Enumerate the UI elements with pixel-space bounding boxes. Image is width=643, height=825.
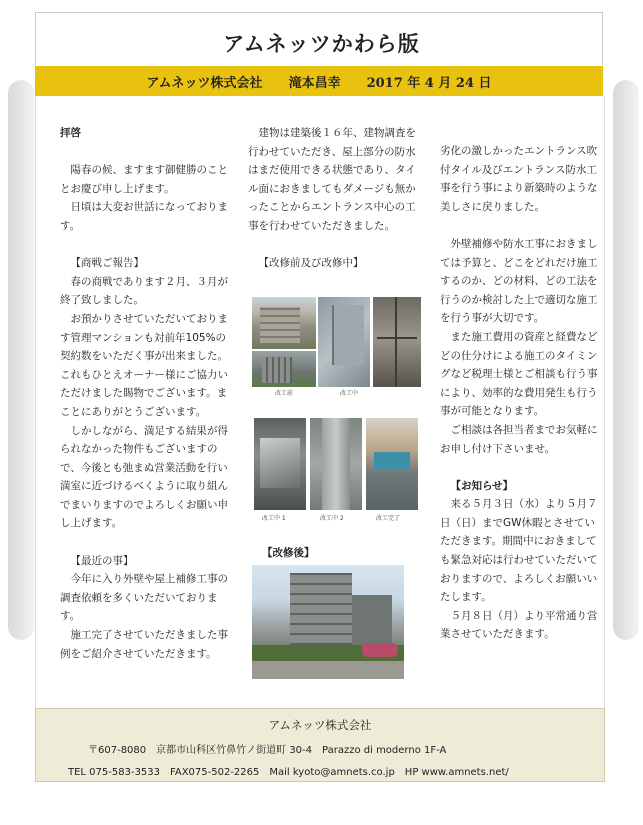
photo-tile-closeup [373,297,421,387]
issue-date: 2017 年 4 月 24 日 [366,75,492,91]
footer-contact: TEL 075-583-3533 FAX075-502-2265 Mail kyoto@amnets.co.jp HP www.amnets.net/ [68,767,509,778]
author-name: 滝本昌幸 [288,75,341,91]
column-1 [60,124,230,663]
section-heading-sales: 【商戦ご報告】 [70,257,144,270]
paragraph: 施工完了させていただきました事例をご紹介させていただきます。 [60,629,228,660]
header-band [35,66,603,96]
left-page-shadow [8,80,34,640]
paragraph: また施工費用の資産と経費などどの仕分けによる施工のタイミングなど税理士様とご相談も行う事により、効率的な費用発生も行う事が可能となります。 [440,330,598,418]
company-name: アムネッツ株式会社 [146,75,263,91]
section-heading-after: 【改修後】 [262,547,315,559]
paragraph: ご相談は各担当者までお気軽にお申し付け下さいませ。 [440,423,598,455]
paragraph: 来る５月３日（水）より５月７日（日）までGW休暇とさせていただきます。期間中におきましても緊急対応は行わせていただいておりますので、よろしくお願いいたします。 [440,498,598,604]
paragraph: 外壁補修や防水工事におきましては予算と、どこをどれだけ施工するのか、どの材料、どの工法を行うのか検討した上で適切な施工を行う事が大切です。 [440,237,598,325]
newsletter-title: アムネッツかわら版 [223,31,420,56]
paragraph: しかしながら、満足する結果が得られなかった物件もございますので、今後とも弛まぬ営業活動を行い満室に近づけるべくように取り組んでまいりますのでよろしくお願い申し上げます。 [60,424,228,530]
photo-caption: 改工前 [275,390,294,397]
paragraph: お預かりさせていただいております管理マンションも対前年105%の契約数をいただく事が出来ました。これもひとえオーナー様にご協力いただけました賜物でございます。まことにありがとうございます。 [60,312,228,418]
paragraph: 陽春の候、ますます御健勝のこととお慶び申し上げます。 [60,164,228,195]
section-heading-recent: 【最近の事】 [70,554,134,567]
section-heading-before: 【改修前及び改修中】 [258,257,364,270]
footer-company: アムネッツ株式会社 [268,718,372,732]
paragraph: ５月８日（月）より平常通り営業させていただきます。 [440,609,598,641]
column-3 [440,142,602,644]
paragraph: 劣化の激しかったエントランス吹付タイル及びエントランス防水工事を行う事により新築時のような美しさに戻りました。 [440,145,598,213]
photo-construction-1 [254,418,306,510]
column-2 [248,124,416,273]
paragraph: 建物は建築後１６年、建物調査を行わせていただき、屋上部分の防水はまだ使用できる状態であり、タイル面におきましてもダメージも無かったことからエントランス中心の工事を行わせていただきました。 [248,127,416,232]
greeting: 拝啓 [60,127,81,139]
photo-caption: 改工完了 [376,515,401,522]
footer [35,708,605,782]
photo-caption: 改工中 1 [262,515,286,522]
photo-construction-2 [310,418,362,510]
paragraph: 日頃は大変お世話になっております。 [60,201,228,232]
photo-building-after [252,565,404,679]
photo-caption: 改工中 2 [320,515,344,522]
photo-caption: 改工中 [340,390,359,397]
photo-entrance-before [252,351,316,387]
footer-address: 〒607-8080 京都市山科区竹鼻竹ノ街道町 30-4 Parazzo di moderno 1F-A [88,745,447,756]
photo-wall-close [318,297,370,387]
right-page-shadow [613,80,639,640]
paragraph: 今年に入り外壁や屋上補修工事の調査依頼を多くいただいております。 [60,573,228,623]
photo-construction-complete [366,418,418,510]
paragraph: 春の商戦であります２月、３月が終了致しました。 [60,275,228,307]
section-heading-notice: 【お知らせ】 [450,479,514,492]
photo-building-before [252,297,316,349]
